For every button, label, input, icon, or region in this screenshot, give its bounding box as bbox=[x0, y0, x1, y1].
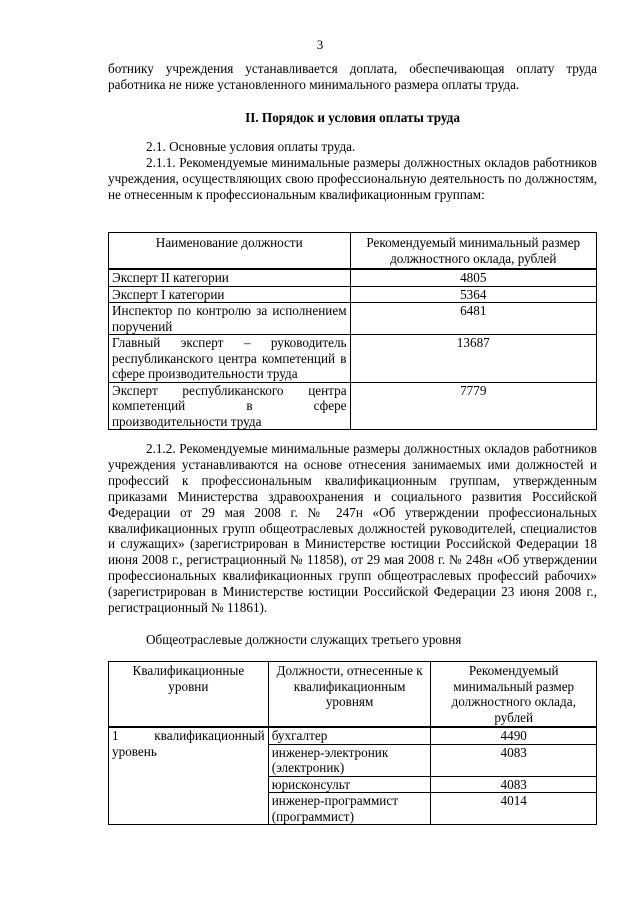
intro-paragraph: ботнику учреждения устанавливается доплата, обеспечивающая оплату труда работника не ниже установленного минимального размера оплаты труда. bbox=[108, 61, 597, 92]
table-row bbox=[109, 303, 597, 335]
qualification-level-cell: 1 квалификационный уровень bbox=[109, 727, 269, 825]
salary-cell: 4805 bbox=[350, 269, 596, 286]
salary-table-2 bbox=[108, 661, 597, 825]
table2-header-levels: Квалификационные уровни bbox=[109, 662, 269, 728]
salary-cell: 5364 bbox=[350, 286, 596, 303]
clause-2-1: 2.1. Основные условия оплаты труда. bbox=[146, 139, 356, 154]
position-cell: инженер-электроник (электроник) bbox=[268, 744, 431, 776]
section-heading: II. Порядок и условия оплаты труда bbox=[245, 110, 460, 125]
salary-cell: 4083 bbox=[431, 776, 597, 793]
table-row bbox=[109, 286, 597, 303]
table2-caption: Общеотраслевые должности служащих третьего уровня bbox=[146, 632, 462, 647]
salary-cell: 7779 bbox=[350, 382, 596, 430]
table-row bbox=[109, 727, 597, 744]
table-row bbox=[109, 269, 597, 286]
position-cell: бухгалтер bbox=[268, 727, 431, 744]
clause-2-1-2: 2.1.2. Рекомендуемые минимальные размеры должностных окладов работников учреждения устанавливаются на основе отнесения занимаемых ими должностей и профессий к профессиональным квалификационным группам, утвержденным приказами Министерства здравоохранения и социального развития Российской Федерации от 29 мая 2008 г. № 247н «Об утверждении профессиональных квалификационных групп общеотраслевых должностей руководителей, специалистов и служащих» (зарегистрирован в Министерстве юстиции Российской Федерации 18 июня 2008 г., регистрационный № 11858), от 29 мая 2008 г. № 248н «Об утверждении профессиональных квалификационных групп общеотраслевых профессий рабочих» (зарегистрирован в Министерстве юстиции Российской Федерации 23 июня 2008 г., регистрационный № 11861). bbox=[108, 441, 597, 616]
table2-header-positions: Должности, отнесенные к квалификационным уровням bbox=[268, 662, 431, 728]
position-cell: Эксперт республиканского центра компетенций в сфере производительности труда bbox=[109, 382, 351, 430]
table-row bbox=[109, 382, 597, 430]
table1-header-salary: Рекомендуемый минимальный размер должностного оклада, рублей bbox=[350, 233, 596, 270]
position-cell: Инспектор по контролю за исполнением поручений bbox=[109, 303, 351, 335]
table2-header-salary: Рекомендуемый минимальный размер должностного оклада, рублей bbox=[431, 662, 597, 728]
position-cell: юрисконсульт bbox=[268, 776, 431, 793]
position-cell: Эксперт I категории bbox=[109, 286, 351, 303]
position-cell: Эксперт II категории bbox=[109, 269, 351, 286]
table1-header-position: Наименование должности bbox=[109, 233, 351, 270]
salary-cell: 4014 bbox=[431, 793, 597, 825]
salary-cell: 6481 bbox=[350, 303, 596, 335]
salary-cell: 4490 bbox=[431, 727, 597, 744]
position-cell: инженер-программист (программист) bbox=[268, 793, 431, 825]
salary-cell: 13687 bbox=[350, 335, 596, 383]
clause-2-1-1: 2.1.1. Рекомендуемые минимальные размеры должностных окладов работников учреждения, осуществляющих свою профессиональную деятельность по должностям, не отнесенным к профессиональным квалификационным группам: bbox=[108, 155, 597, 202]
page-number: 3 bbox=[316, 37, 324, 52]
table-row bbox=[109, 335, 597, 383]
position-cell: Главный эксперт – руководитель республиканского центра компетенций в сфере производительности труда bbox=[109, 335, 351, 383]
salary-cell: 4083 bbox=[431, 744, 597, 776]
salary-table-1 bbox=[108, 232, 597, 430]
